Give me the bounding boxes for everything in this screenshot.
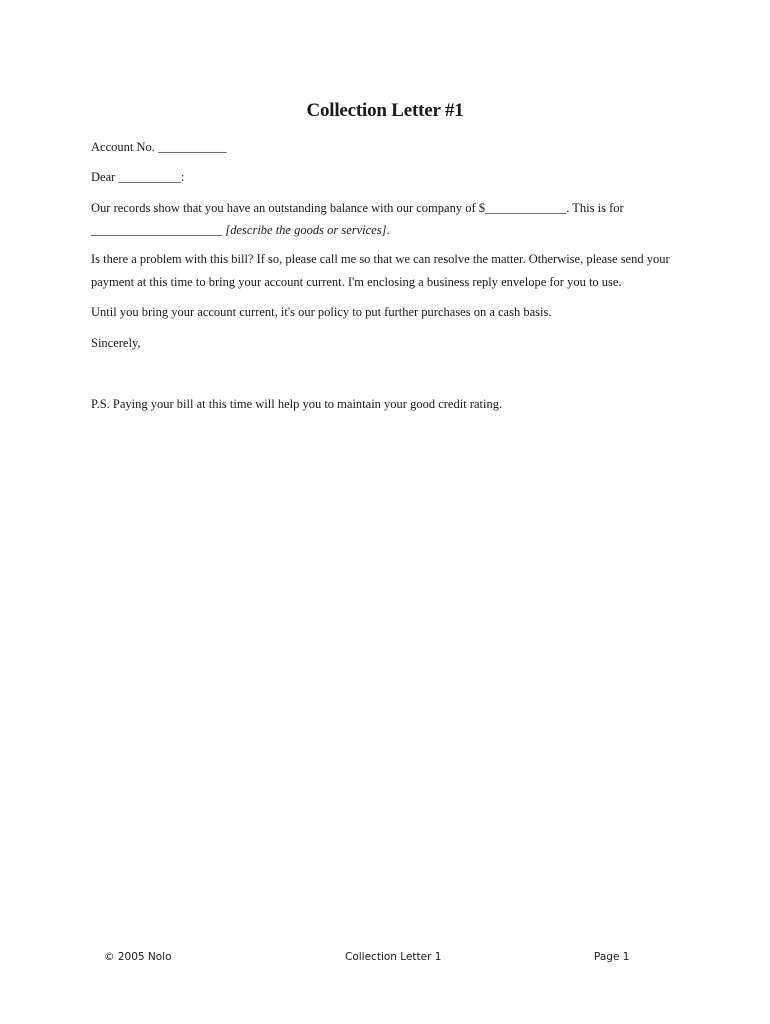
paragraph-3: Until you bring your account current, it's our policy to put further purchases on a cash basis.	[91, 305, 552, 319]
closing-line: Sincerely,	[91, 336, 141, 350]
footer-copyright: © 2005 Nolo	[104, 951, 172, 963]
paragraph-1-line-1: Our records show that you have an outstanding balance with our company of $_____________. This is for	[91, 201, 624, 215]
paragraph-1-line-2	[91, 223, 390, 238]
goods-line-end: .	[386, 223, 390, 237]
account-number-line: Account No. ___________	[91, 140, 227, 154]
footer-page-number: Page 1	[594, 951, 630, 963]
goods-description-placeholder: [describe the goods or services]	[225, 223, 387, 237]
goods-blank: _____________________	[91, 223, 226, 237]
footer-document-name: Collection Letter 1	[345, 951, 442, 963]
salutation-line: Dear __________:	[91, 170, 185, 184]
document-title: Collection Letter #1	[306, 100, 464, 121]
paragraph-2-line-1: Is there a problem with this bill? If so, please call me so that we can resolve the matter. Otherwise, please send your	[91, 252, 670, 266]
postscript-line: P.S. Paying your bill at this time will help you to maintain your good credit rating.	[91, 397, 503, 411]
paragraph-2-line-2: payment at this time to bring your account current. I'm enclosing a business reply envelope for you to use.	[91, 275, 622, 289]
